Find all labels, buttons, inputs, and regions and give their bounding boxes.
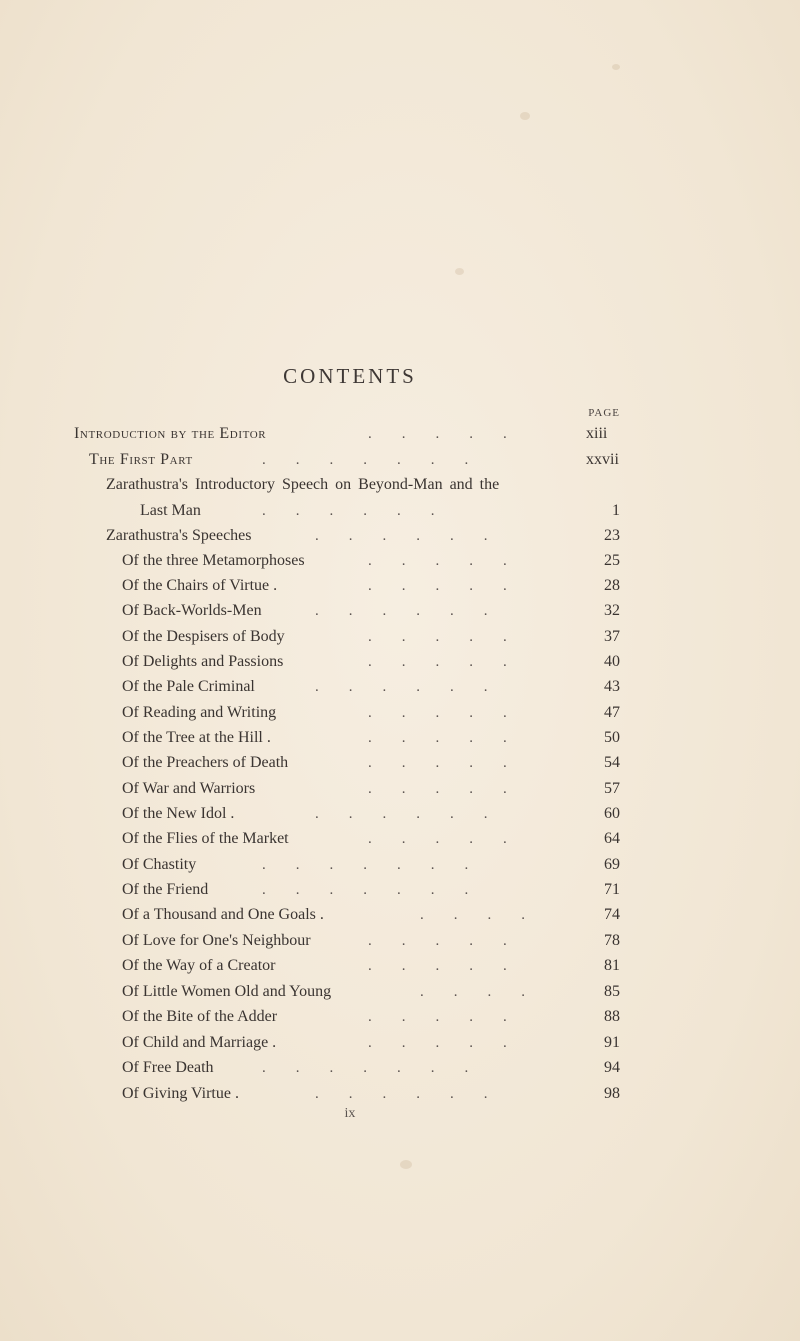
leader-dots: . . . . .	[368, 933, 507, 949]
toc-entry-page: 32	[604, 602, 620, 619]
toc-entry-page: 28	[604, 577, 620, 594]
toc-entry-page: 47	[604, 704, 620, 721]
leader-dots: . . . . . .	[315, 806, 488, 822]
leader-dots: . . . . . . .	[262, 1060, 469, 1076]
toc-entry-page: 57	[604, 780, 620, 797]
toc-entry-page: 69	[604, 856, 620, 873]
toc-entry-page: 40	[604, 653, 620, 670]
toc-entry-label: Of Chastity	[122, 856, 197, 873]
leader-dots: . . . .	[420, 984, 525, 1000]
toc-entry-label: Of the New Idol .	[122, 805, 235, 822]
toc-entry-page: 78	[604, 932, 620, 949]
leader-dots: . . . .	[420, 907, 525, 923]
toc-entry	[0, 980, 800, 1004]
toc-entry-label: Of the Pale Criminal	[122, 678, 255, 695]
toc-entry-label: Of the Friend	[122, 881, 209, 898]
toc-entry-page: xiii	[586, 425, 608, 442]
toc-entry-page: 50	[604, 729, 620, 746]
leader-dots: . . . . .	[368, 426, 507, 442]
leader-dots: . . . . .	[368, 553, 507, 569]
leader-dots: . . . . .	[368, 755, 507, 771]
toc-entry-label: Of the Way of a Creator	[122, 957, 276, 974]
leader-dots: . . . . .	[368, 705, 507, 721]
leader-dots: . . . . .	[368, 781, 507, 797]
paper-spot	[455, 268, 464, 275]
leader-dots: . . . . . . .	[262, 857, 469, 873]
toc-entry-label: Of the Bite of the Adder	[122, 1008, 278, 1025]
toc-entry	[0, 929, 800, 953]
toc-entry	[0, 1031, 800, 1055]
leader-dots: . . . . .	[368, 730, 507, 746]
toc-entry	[0, 473, 800, 497]
paper-spot	[400, 1160, 412, 1169]
toc-entry-page: xxvii	[586, 451, 619, 468]
toc-entry-label: Of the Despisers of Body	[122, 628, 285, 645]
toc-entry	[0, 574, 800, 598]
toc-entry-label: The First Part	[89, 451, 193, 468]
toc-entry-page: 74	[604, 906, 620, 923]
toc-entry	[0, 777, 800, 801]
toc-entry-page: 60	[604, 805, 620, 822]
toc-entry-label: Of War and Warriors	[122, 780, 256, 797]
leader-dots: . . . . . . .	[262, 452, 469, 468]
contents-heading: CONTENTS	[283, 364, 417, 388]
toc-entry	[0, 675, 800, 699]
leader-dots: . . . . .	[368, 1009, 507, 1025]
toc-entry	[0, 954, 800, 978]
toc-entry	[0, 853, 800, 877]
toc-entry-label: Zarathustra's Introductory Speech on Beyond-Man and the	[106, 476, 500, 493]
leader-dots: . . . . . .	[315, 528, 488, 544]
paper-spot	[612, 64, 620, 70]
toc-entry-page: 98	[604, 1085, 620, 1102]
toc-entry-label: Zarathustra's Speeches	[106, 527, 252, 544]
toc-entry-page: 25	[604, 552, 620, 569]
toc-entry-label: Of Free Death	[122, 1059, 214, 1076]
leader-dots: . . . . .	[368, 578, 507, 594]
toc-entry-label: Of the Chairs of Virtue .	[122, 577, 278, 594]
toc-entry-page: 88	[604, 1008, 620, 1025]
toc-entry-label: Of a Thousand and One Goals .	[122, 906, 324, 923]
leader-dots: . . . . .	[368, 629, 507, 645]
toc-entry	[0, 878, 800, 902]
leader-dots: . . . . .	[368, 1035, 507, 1051]
leader-dots: . . . . .	[368, 831, 507, 847]
toc-entry	[0, 802, 800, 826]
toc-entry	[0, 1056, 800, 1080]
toc-entry-page: 37	[604, 628, 620, 645]
toc-entry	[0, 751, 800, 775]
toc-entry-page: 85	[604, 983, 620, 1000]
toc-entry-label: Of the Tree at the Hill .	[122, 729, 271, 746]
toc-entry-page: 64	[604, 830, 620, 847]
toc-entry-page: 54	[604, 754, 620, 771]
page-folio: ix	[344, 1106, 356, 1121]
toc-entry	[0, 499, 800, 523]
leader-dots: . . . . . . .	[262, 882, 469, 898]
toc-entry	[0, 1082, 800, 1106]
leader-dots: . . . . . .	[315, 679, 488, 695]
toc-entry	[0, 599, 800, 623]
toc-entry	[0, 701, 800, 725]
toc-entry-page: 1	[612, 502, 620, 519]
toc-entry-label: Of Reading and Writing	[122, 704, 277, 721]
leader-dots: . . . . .	[368, 654, 507, 670]
toc-entry	[0, 903, 800, 927]
leader-dots: . . . . . .	[262, 503, 435, 519]
toc-entry	[0, 827, 800, 851]
toc-entry-label: Of Child and Marriage .	[122, 1034, 277, 1051]
toc-entry-label: Of Giving Virtue .	[122, 1085, 239, 1102]
toc-entry-label: Of the Flies of the Market	[122, 830, 289, 847]
toc-entry-page: 23	[604, 527, 620, 544]
toc-entry-page: 43	[604, 678, 620, 695]
toc-entry	[0, 549, 800, 573]
toc-entry-label: Of the three Metamorphoses	[122, 552, 305, 569]
toc-entry-page: 94	[604, 1059, 620, 1076]
leader-dots: . . . . . .	[315, 1086, 488, 1102]
toc-entry-page: 71	[604, 881, 620, 898]
toc-entry-label: Introduction by the Editor	[74, 425, 267, 442]
leader-dots: . . . . .	[368, 958, 507, 974]
toc-entry-label: Of Delights and Passions	[122, 653, 284, 670]
toc-entry-label: Of Love for One's Neighbour	[122, 932, 311, 949]
leader-dots: . . . . . .	[315, 603, 488, 619]
toc-entry	[0, 625, 800, 649]
toc-entry	[0, 422, 800, 446]
toc-entry	[0, 650, 800, 674]
toc-entry	[0, 726, 800, 750]
toc-entry-label: Of Back-Worlds-Men	[122, 602, 262, 619]
toc-entry	[0, 524, 800, 548]
toc-entry-page: 91	[604, 1034, 620, 1051]
toc-entry	[0, 1005, 800, 1029]
toc-entry-label: Of Little Women Old and Young	[122, 983, 332, 1000]
paper-spot	[520, 112, 530, 120]
page-column-label: PAGE	[588, 407, 620, 419]
toc-entry-label: Last Man	[140, 502, 201, 519]
toc-entry-page: 81	[604, 957, 620, 974]
toc-entry-label: Of the Preachers of Death	[122, 754, 289, 771]
toc-entry	[0, 448, 800, 472]
